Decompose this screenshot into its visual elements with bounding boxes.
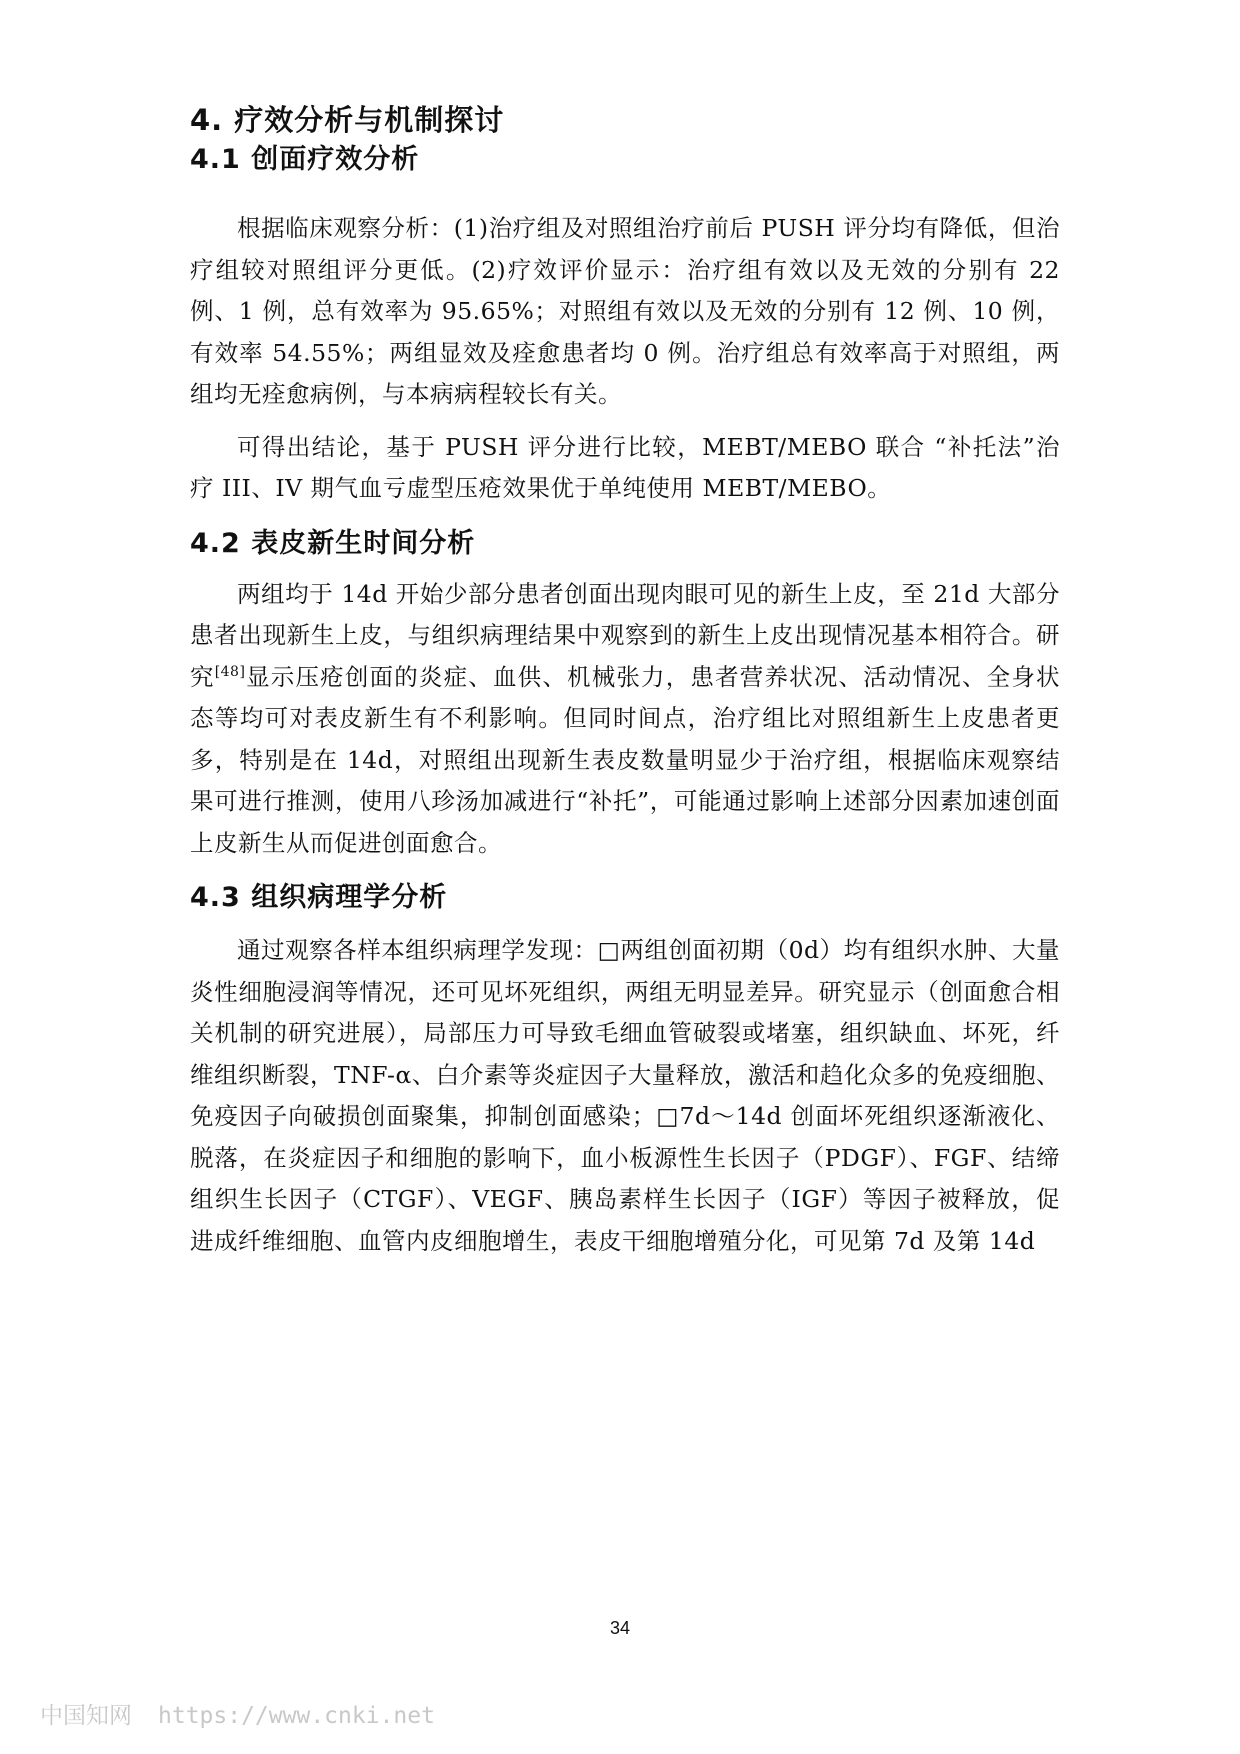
chapter-heading: 4. 疗效分析与机制探讨	[190, 103, 505, 137]
citation-ref: [48]	[214, 663, 246, 680]
watermark	[40, 1697, 435, 1730]
paragraph-4-1-1: 根据临床观察分析：(1)治疗组及对照组治疗前后 PUSH 评分均有降低，但治疗组较对照组评分更低。(2)疗效评价显示：治疗组有效以及无效的分别有 22 例、1 例，总有效率为 95.65%；对照组有效以及无效的分别有 12 例、10 例，有效率 54.55%；两组显效及痊愈患者均 0 例。治疗组总有效率高于对照组，两组均无痊愈病例，与本病病程较长有关。	[190, 214, 1060, 408]
section-heading-4-2: 4.2 表皮新生时间分析	[190, 527, 476, 559]
watermark-url: https://www.cnki.net	[158, 1703, 435, 1729]
paragraph-4-3-1: 通过观察各样本组织病理学发现：□两组创面初期（0d）均有组织水肿、大量炎性细胞浸润等情况，还可见坏死组织，两组无明显差异。研究显示（创面愈合相关机制的研究进展），局部压力可导致毛细血管破裂或堵塞，组织缺血、坏死，纤维组织断裂，TNF-α、白介素等炎症因子大量释放，激活和趋化众多的免疫细胞、免疫因子向破损创面聚集，抑制创面感染；□7d～14d 创面坏死组织逐渐液化、脱落，在炎症因子和细胞的影响下，血小板源性生长因子（PDGF）、FGF、结缔组织生长因子（CTGF）、VEGF、胰岛素样生长因子（IGF）等因子被释放，促进成纤维细胞、血管内皮细胞增生，表皮干细胞增殖分化，可见第 7d 及第 14d	[190, 936, 1060, 1255]
section-heading-4-3: 4.3 组织病理学分析	[190, 882, 448, 913]
paragraph-4-2-text-a: 两组均于 14d 开始少部分患者创面出现肉眼可见的新生上皮，至 21d 大部分患者出现新生上皮，与组织病理结果中观察到的新生上皮出现情况基本相符合。研究	[190, 579, 1060, 691]
watermark-brand: 中国知网	[40, 1703, 132, 1729]
page-number: 34	[609, 1618, 631, 1638]
paragraph-4-2-1	[190, 574, 1060, 865]
document-page	[190, 100, 1060, 1262]
paragraph-4-2-text-b: 显示压疮创面的炎症、血供、机械张力，患者营养状况、活动情况、全身状态等均可对表皮新生有不利影响。但同时间点，治疗组比对照组新生上皮患者更多，特别是在 14d，对照组出现新生表皮数量明显少于治疗组，根据临床观察结果可进行推测，使用八珍汤加减进行“补托”，可能通过影响上述部分因素加速创面上皮新生从而促进创面愈合。	[190, 662, 1061, 857]
paragraph-4-1-2: 可得出结论，基于 PUSH 评分进行比较，MEBT/MEBO 联合 “补托法”治疗 III、IV 期气血亏虚型压疮效果优于单纯使用 MEBT/MEBO。	[190, 432, 1060, 502]
section-heading-4-1: 4.1 创面疗效分析	[190, 144, 420, 175]
